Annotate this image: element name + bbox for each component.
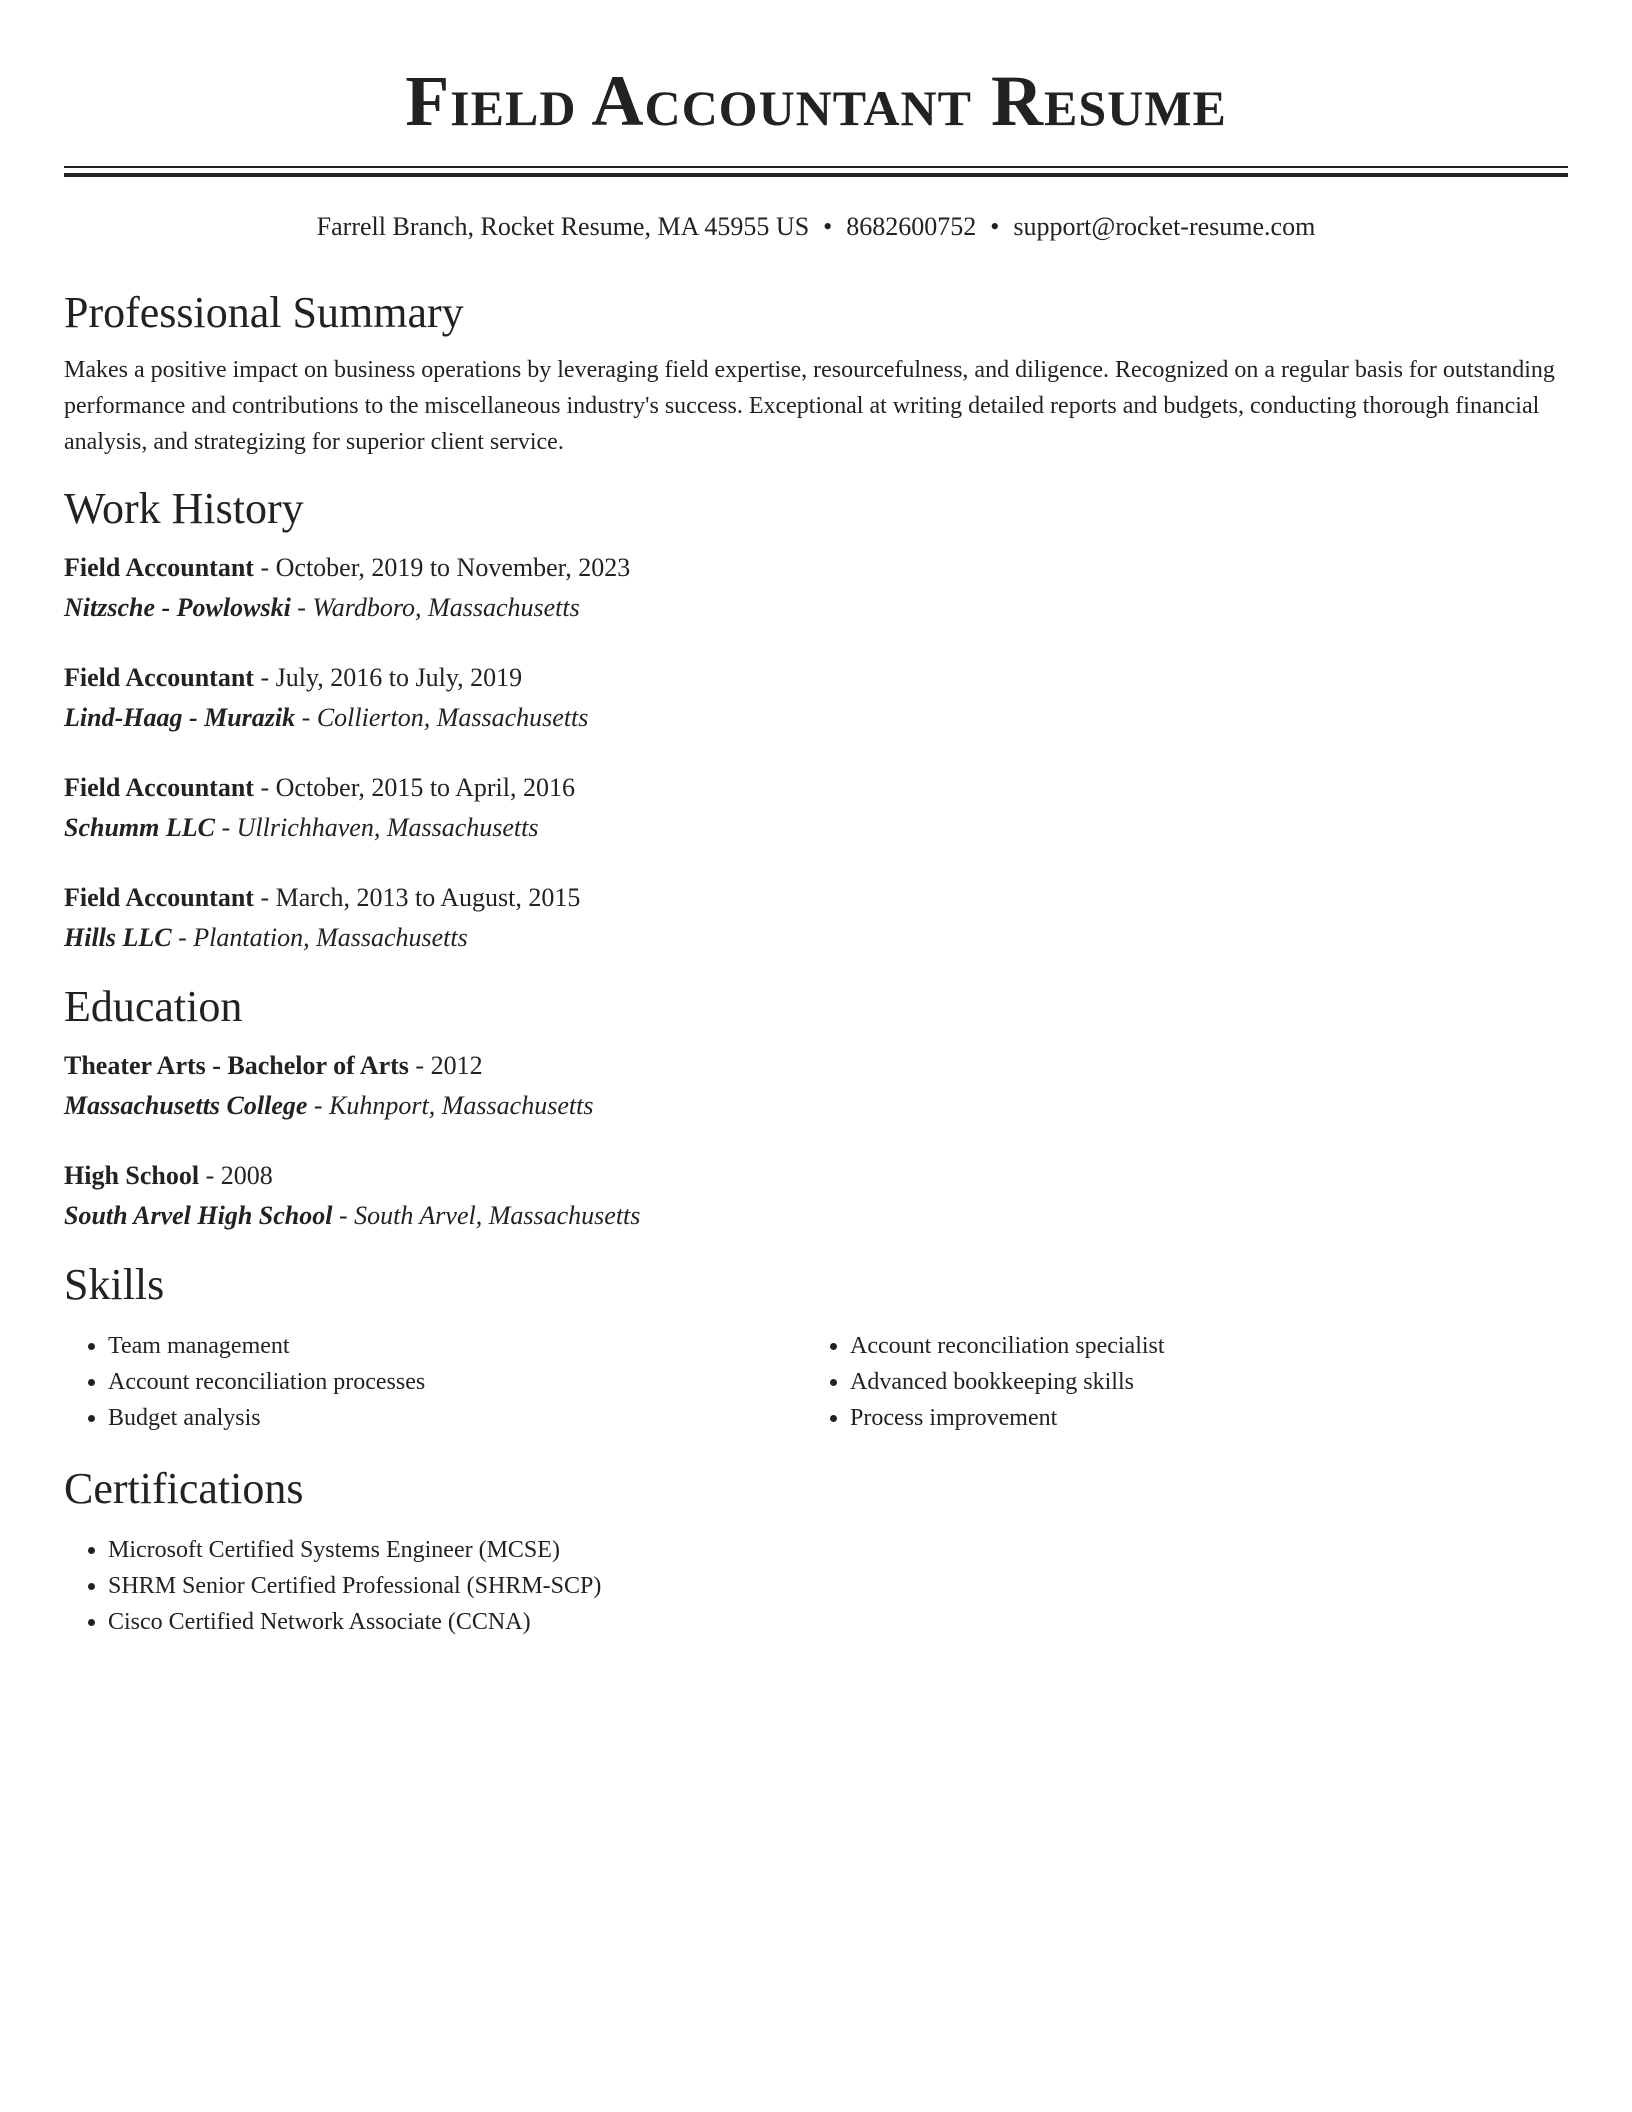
skills-list — [64, 1328, 1568, 1436]
school-location: South Arvel, Massachusetts — [354, 1201, 641, 1230]
section-heading-skills: Skills — [64, 1260, 165, 1309]
school-name: Massachusetts College — [64, 1091, 308, 1120]
skill-item: • Budget analysis — [108, 1400, 806, 1436]
certification-item: • Cisco Certified Network Associate (CCNA) — [108, 1604, 1568, 1640]
resume-title: Field Accountant Resume — [405, 61, 1227, 141]
title-double-rule — [64, 166, 1568, 177]
job-title: Field Accountant — [64, 883, 254, 912]
skill-item: • Team management — [108, 1328, 806, 1364]
job-dates: March, 2013 to August, 2015 — [275, 883, 581, 912]
work-entry: Field Accountant - October, 2015 to April, 2016 Schumm LLC - Ullrichhaven, Massachusetts — [64, 773, 575, 842]
skill-item: • Advanced bookkeeping skills — [850, 1364, 1548, 1400]
contact-separator: • — [823, 212, 833, 241]
work-entry: Field Accountant - March, 2013 to August, 2015 Hills LLC - Plantation, Massachusetts — [64, 883, 581, 952]
graduation-year: 2012 — [430, 1051, 483, 1080]
contact-address: Farrell Branch, Rocket Resume, MA 45955 US — [316, 212, 810, 241]
job-location: Ullrichhaven, Massachusetts — [236, 813, 539, 842]
job-title: Field Accountant — [64, 773, 254, 802]
school-location: Kuhnport, Massachusetts — [329, 1091, 594, 1120]
skill-item: • Account reconciliation specialist — [850, 1328, 1548, 1364]
job-title: Field Accountant — [64, 663, 254, 692]
company-name: Nitzsche - Powlowski — [64, 593, 291, 622]
job-location: Plantation, Massachusetts — [193, 923, 468, 952]
job-dates: October, 2015 to April, 2016 — [275, 773, 575, 802]
certifications-list — [64, 1532, 1568, 1640]
skills-column-right — [806, 1328, 1548, 1436]
education-entry: Theater Arts - Bachelor of Arts - 2012 Massachusetts College - Kuhnport, Massachusetts — [64, 1051, 594, 1120]
section-heading-certifications: Certifications — [64, 1464, 304, 1513]
school-name: South Arvel High School — [64, 1201, 333, 1230]
job-dates: October, 2019 to November, 2023 — [275, 553, 631, 582]
education-entry: High School - 2008 South Arvel High School - South Arvel, Massachusetts — [64, 1161, 641, 1230]
contact-email: support@rocket-resume.com — [1013, 212, 1316, 241]
certification-item: • SHRM Senior Certified Professional (SHRM-SCP) — [108, 1568, 1568, 1604]
contact-line — [64, 210, 1568, 244]
section-heading-work: Work History — [64, 484, 304, 533]
job-title: Field Accountant — [64, 553, 254, 582]
graduation-year: 2008 — [220, 1161, 273, 1190]
contact-phone: 8682600752 — [846, 212, 977, 241]
skill-item: • Process improvement — [850, 1400, 1548, 1436]
skill-item: • Account reconciliation processes — [108, 1364, 806, 1400]
degree: Theater Arts - Bachelor of Arts — [64, 1051, 409, 1080]
company-name: Schumm LLC — [64, 813, 215, 842]
section-heading-summary: Professional Summary — [64, 288, 464, 337]
job-location: Collierton, Massachusetts — [316, 703, 589, 732]
company-name: Hills LLC — [64, 923, 172, 952]
job-location: Wardboro, Massachusetts — [312, 593, 580, 622]
skills-column-left — [64, 1328, 806, 1436]
work-entry: Field Accountant - July, 2016 to July, 2019 Lind-Haag - Murazik - Collierton, Massachusetts — [64, 663, 589, 732]
degree: High School — [64, 1161, 200, 1190]
section-heading-education: Education — [64, 982, 243, 1031]
certification-item: • Microsoft Certified Systems Engineer (MCSE) — [108, 1532, 1568, 1568]
job-dates: July, 2016 to July, 2019 — [275, 663, 523, 692]
work-entry: Field Accountant - October, 2019 to November, 2023 Nitzsche - Powlowski - Wardboro, Massachusetts — [64, 553, 631, 622]
summary-text: Makes a positive impact on business operations by leveraging field expertise, resourcefulness, and diligence. Recognized on a regular basis for outstanding performance and contributions to the miscellaneous industry's success. Exceptional at writing detailed reports and budgets, conducting thorough financial analysis, and strategizing for superior client service. — [64, 357, 1555, 455]
contact-separator: • — [990, 212, 1000, 241]
company-name: Lind-Haag - Murazik — [64, 703, 296, 732]
